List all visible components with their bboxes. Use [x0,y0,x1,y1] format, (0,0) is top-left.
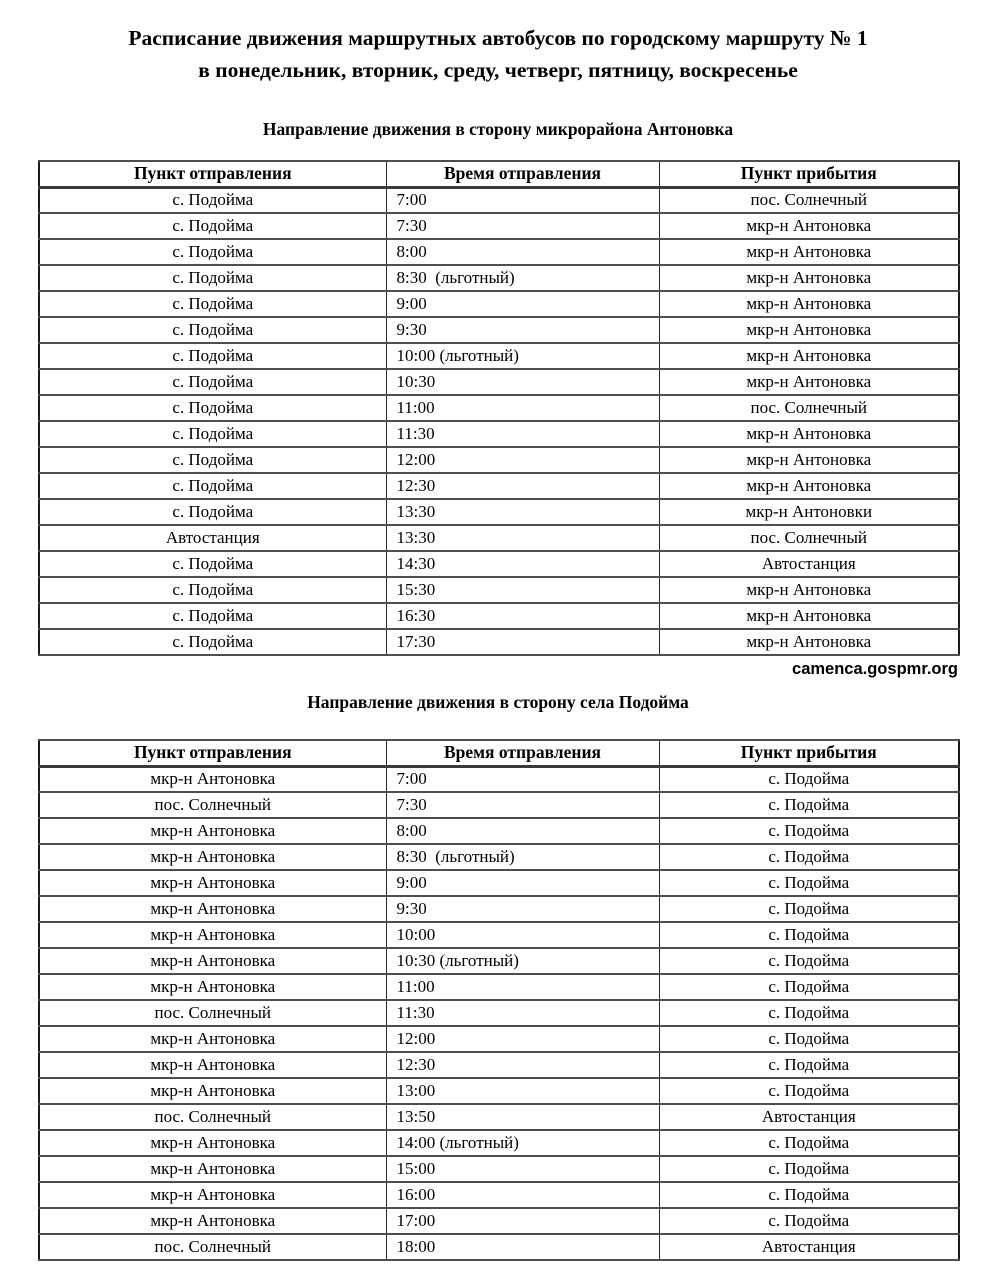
cell-departure-time: 9:30 [386,317,659,343]
table-row [39,1208,959,1234]
cell-departure-time: 16:00 [386,1182,659,1208]
cell-departure-time: 7:30 [386,792,659,818]
cell-departure-point: мкр-н Антоновка [39,1130,386,1156]
table-row [39,421,959,447]
table-row [39,818,959,844]
cell-departure-time: 14:30 [386,551,659,577]
cell-departure-point: мкр-н Антоновка [39,818,386,844]
cell-arrival-point: с. Подойма [659,1052,959,1078]
table-row [39,213,959,239]
cell-arrival-point: мкр-н Антоновка [659,317,959,343]
cell-arrival-point: с. Подойма [659,922,959,948]
cell-departure-time: 11:00 [386,395,659,421]
cell-departure-point: мкр-н Антоновка [39,870,386,896]
page-title-line2: в понедельник, вторник, среду, четверг, пятницу, воскресенье [198,58,798,82]
table-row [39,577,959,603]
cell-departure-time: 14:00 (льготный) [386,1130,659,1156]
table-row [39,265,959,291]
table-row [39,343,959,369]
cell-departure-time: 11:30 [386,421,659,447]
cell-arrival-point: мкр-н Антоновка [659,629,959,655]
cell-departure-point: с. Подойма [39,421,386,447]
cell-arrival-point: мкр-н Антоновка [659,473,959,499]
column-header-departure-point: Пункт отправления [39,161,386,187]
cell-arrival-point: с. Подойма [659,792,959,818]
table-row [39,317,959,343]
cell-departure-point: мкр-н Антоновка [39,1026,386,1052]
page-title [38,22,958,86]
cell-departure-point: пос. Солнечный [39,1000,386,1026]
cell-departure-point: пос. Солнечный [39,1104,386,1130]
table-row [39,187,959,213]
cell-arrival-point: мкр-н Антоновка [659,369,959,395]
cell-arrival-point: Автостанция [659,1234,959,1260]
cell-departure-time: 7:30 [386,213,659,239]
table-row [39,239,959,265]
table-row [39,974,959,1000]
table-row [39,447,959,473]
cell-departure-time: 10:00 (льготный) [386,343,659,369]
section-heading-antonovka: Направление движения в сторону микрорайона Антоновка [262,119,734,139]
cell-departure-time: 15:00 [386,1156,659,1182]
cell-departure-time: 13:30 [386,499,659,525]
cell-departure-point: с. Подойма [39,473,386,499]
cell-departure-point: с. Подойма [39,291,386,317]
cell-arrival-point: мкр-н Антоновка [659,265,959,291]
cell-arrival-point: мкр-н Антоновки [659,499,959,525]
cell-departure-point: мкр-н Антоновка [39,896,386,922]
cell-departure-time: 11:30 [386,1000,659,1026]
column-header-arrival-point: Пункт прибытия [659,161,959,187]
table-row [39,629,959,655]
cell-departure-time: 18:00 [386,1234,659,1260]
cell-departure-point: с. Подойма [39,239,386,265]
column-header-departure-time: Время отправления [386,740,659,766]
cell-arrival-point: с. Подойма [659,1000,959,1026]
table-row [39,1130,959,1156]
table-row [39,551,959,577]
cell-departure-time: 12:30 [386,473,659,499]
cell-arrival-point: пос. Солнечный [659,395,959,421]
table-header-row [39,740,959,766]
cell-arrival-point: мкр-н Антоновка [659,213,959,239]
cell-arrival-point: пос. Солнечный [659,525,959,551]
cell-departure-time: 13:00 [386,1078,659,1104]
cell-arrival-point: с. Подойма [659,818,959,844]
cell-departure-point: мкр-н Антоновка [39,1052,386,1078]
cell-departure-point: с. Подойма [39,499,386,525]
page-title-line1: Расписание движения маршрутных автобусов по городскому маршруту № 1 [128,26,868,50]
cell-arrival-point: с. Подойма [659,1078,959,1104]
table-row [39,948,959,974]
table-row [39,369,959,395]
table-row [39,1000,959,1026]
cell-departure-point: с. Подойма [39,317,386,343]
cell-departure-time: 10:00 [386,922,659,948]
cell-departure-point: с. Подойма [39,187,386,213]
cell-arrival-point: с. Подойма [659,948,959,974]
cell-departure-time: 15:30 [386,577,659,603]
cell-departure-point: с. Подойма [39,369,386,395]
cell-departure-point: с. Подойма [39,577,386,603]
cell-departure-point: мкр-н Антоновка [39,1208,386,1234]
table-row [39,896,959,922]
table-row [39,473,959,499]
cell-arrival-point: с. Подойма [659,870,959,896]
cell-arrival-point: с. Подойма [659,1026,959,1052]
cell-arrival-point: пос. Солнечный [659,187,959,213]
table-row [39,792,959,818]
cell-arrival-point: мкр-н Антоновка [659,421,959,447]
cell-departure-point: мкр-н Антоновка [39,922,386,948]
cell-departure-time: 8:30 (льготный) [386,265,659,291]
cell-arrival-point: с. Подойма [659,1208,959,1234]
cell-departure-point: пос. Солнечный [39,1234,386,1260]
cell-departure-point: с. Подойма [39,395,386,421]
schedule-table-podoima [38,739,960,1261]
cell-arrival-point: с. Подойма [659,1130,959,1156]
cell-arrival-point: с. Подойма [659,844,959,870]
cell-departure-point: мкр-н Антоновка [39,1156,386,1182]
cell-arrival-point: с. Подойма [659,974,959,1000]
cell-departure-time: 9:00 [386,870,659,896]
table-row [39,870,959,896]
table-row [39,1182,959,1208]
cell-arrival-point: мкр-н Антоновка [659,239,959,265]
cell-arrival-point: мкр-н Антоновка [659,603,959,629]
cell-departure-time: 11:00 [386,974,659,1000]
column-header-departure-time: Время отправления [386,161,659,187]
cell-departure-point: с. Подойма [39,213,386,239]
cell-arrival-point: с. Подойма [659,1182,959,1208]
cell-departure-time: 12:00 [386,447,659,473]
cell-departure-time: 12:00 [386,1026,659,1052]
table-row [39,395,959,421]
cell-departure-point: мкр-н Антоновка [39,766,386,792]
cell-departure-time: 8:30 (льготный) [386,844,659,870]
cell-departure-point: Автостанция [39,525,386,551]
cell-departure-time: 16:30 [386,603,659,629]
watermark-site-label: camenca.gospmr.org [792,660,958,678]
cell-departure-time: 13:50 [386,1104,659,1130]
cell-departure-time: 7:00 [386,187,659,213]
cell-departure-time: 8:00 [386,239,659,265]
cell-arrival-point: мкр-н Антоновка [659,447,959,473]
cell-departure-time: 9:00 [386,291,659,317]
cell-departure-time: 10:30 (льготный) [386,948,659,974]
table-row [39,1026,959,1052]
cell-departure-point: с. Подойма [39,629,386,655]
table-row [39,1078,959,1104]
table-row [39,766,959,792]
cell-arrival-point: с. Подойма [659,896,959,922]
cell-departure-point: мкр-н Антоновка [39,1078,386,1104]
section-heading-podoima: Направление движения в сторону села Подойма [307,692,689,712]
column-header-departure-point: Пункт отправления [39,740,386,766]
cell-departure-time: 9:30 [386,896,659,922]
table-header-row [39,161,959,187]
table-row [39,844,959,870]
table-row [39,525,959,551]
cell-departure-time: 17:00 [386,1208,659,1234]
table-row [39,1104,959,1130]
table-row [39,1156,959,1182]
table-row [39,1052,959,1078]
cell-departure-point: мкр-н Антоновка [39,948,386,974]
cell-departure-point: с. Подойма [39,343,386,369]
cell-departure-time: 17:30 [386,629,659,655]
cell-departure-time: 10:30 [386,369,659,395]
cell-arrival-point: мкр-н Антоновка [659,343,959,369]
cell-arrival-point: мкр-н Антоновка [659,291,959,317]
cell-departure-time: 12:30 [386,1052,659,1078]
cell-departure-point: мкр-н Антоновка [39,844,386,870]
cell-departure-point: с. Подойма [39,603,386,629]
cell-departure-time: 7:00 [386,766,659,792]
cell-arrival-point: Автостанция [659,551,959,577]
cell-departure-point: мкр-н Антоновка [39,974,386,1000]
table-row [39,1234,959,1260]
cell-arrival-point: с. Подойма [659,766,959,792]
cell-departure-time: 8:00 [386,818,659,844]
column-header-arrival-point: Пункт прибытия [659,740,959,766]
schedule-table-antonovka [38,160,960,656]
cell-departure-point: мкр-н Антоновка [39,1182,386,1208]
cell-departure-point: с. Подойма [39,551,386,577]
cell-arrival-point: Автостанция [659,1104,959,1130]
cell-departure-time: 13:30 [386,525,659,551]
table-row [39,603,959,629]
cell-arrival-point: мкр-н Антоновка [659,577,959,603]
cell-departure-point: пос. Солнечный [39,792,386,818]
table-row [39,922,959,948]
cell-arrival-point: с. Подойма [659,1156,959,1182]
table-row [39,291,959,317]
table-row [39,499,959,525]
cell-departure-point: с. Подойма [39,265,386,291]
cell-departure-point: с. Подойма [39,447,386,473]
